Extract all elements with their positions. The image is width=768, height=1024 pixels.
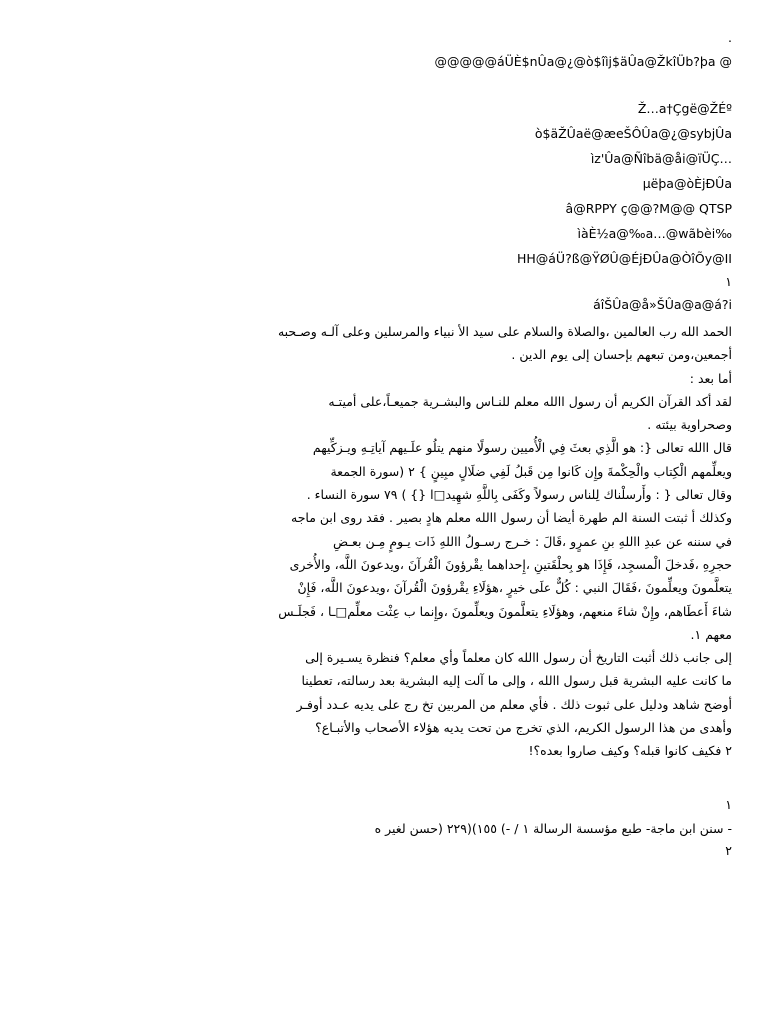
header-line-8: HH@áÜ?ß@ŸØÛ@ÉjÐÛa@ÒîÕy@II <box>516 251 732 266</box>
header-line-2: Ž…a†Çgë@ŽÉº <box>637 101 732 116</box>
body-line: حجرِهِ ،فَدخلَ الْمسجِد، فَإِذَا هو بِحلْقَتينِ ،إِحداهما يقْرؤونَ الْقُرآنَ ،ويدعونَ اللَّه، والأُخرى <box>289 556 732 572</box>
body-line: وقال تعالى { : وأَرسلْناك لِلناس رسولاً وكَفَى بِاللَّهِ شهِيد□ا {} ) ٧٩ سورة النساء . <box>306 487 732 503</box>
header-line-5: µëþa@òÈjÐÛa <box>642 176 732 191</box>
body-line: أوضح شاهد ودليل على ثبوت ذلك . فأي معلم من المربين تخ رج على يديه عـدد أوفـر <box>296 696 732 712</box>
header-line-7: ìàÈ½a@‰a…@wãbèi‰ <box>577 226 732 241</box>
body-text <box>220 320 732 763</box>
header-line-4: ìz'Ûa@Ñîbä@åi@ïÜÇ… <box>590 151 732 166</box>
top-mark: . <box>728 30 732 45</box>
body-line: معهم ١. <box>690 626 732 642</box>
body-line: وكذلك أ ثبتت السنة الم طهرة أيضا أن رسول االله معلم هادٍ بصير . فقد روى ابن ماجه <box>291 510 732 526</box>
header-line-6: â@RPPY ç@@?M@@ QTSP <box>565 201 732 216</box>
body-line: وأهدى من هذا الرسول الكريم، الذي تخرج من تحت يديه هؤلاء الأصحاب والأتبـاع؟ <box>315 720 732 736</box>
body-line: ما كانت عليه البشرية قبل رسول االله ، وإلى ما آلت إليه البشرية بعد رسالته، تعطينا <box>301 673 732 689</box>
body-line: في سننه عن عبدِ االلهِ بنِ عمرٍو ،قَالَ : خـرج رسـولُ االلهِ ذَات يـومٍ مِـن بعـضِ <box>333 533 732 549</box>
body-line: قال االله تعالى {: هو الَّذِي بعثَ فِي الْأُميين رسولًا منهم يتلُو علَـيهم آياتِـهِ ويـزكِّيهم <box>312 440 732 456</box>
body-line: وصحراوية بيئته . <box>647 417 732 433</box>
body-line: لقد أكد القرآن الكريم أن رسول االله معلم للنـاس والبشـرية جميعـاً،على أميتـه <box>328 393 732 409</box>
section-heading: áîŠÛa@å»ŠÛa@a@á?i <box>593 297 732 312</box>
body-line: ٢ فكيف كانوا قبله؟ وكيف صاروا بعده؟! <box>528 743 732 759</box>
footnote-marker-2: ٢ <box>725 843 732 858</box>
footnote-text: - سنن ابن ماجة- طبع مؤسسة الرسالة ١ / -) ١٥٥)(٢٢٩ (حسن لغير ه <box>374 821 732 836</box>
body-line: أما بعد : <box>689 370 732 386</box>
header-line-3: ò$äŽÛaë@æeŠÔÛa@¿@sybjÛa <box>534 126 732 141</box>
body-line: ويعلِّمهم الْكِتاب والْحِكْمةَ وإِن كَانوا مِن قَبلُ لَفِي ضلَالٍ مبِينٍ } ٢ (سورة الجمعة <box>330 463 732 479</box>
body-line: شاءَ أَعطَاهم، وإِنْ شاءَ منعهم، وهؤلَاءِ يتعلَّمونَ ويعلِّمونَ ،وإِنما ب عِثْت معلِّم□ـا ، فَجلَـس <box>278 603 732 619</box>
body-line: إلى جانب ذلك أثبت التاريخ أن رسول االله كان معلماً وأي معلم؟ فنظرة يسـيرة إلى <box>305 650 732 666</box>
page-number: ١ <box>725 274 732 289</box>
body-line: أجمعين،ومن تبعهم بإحسان إلى يوم الدين . <box>511 347 732 363</box>
body-line: يتعلَّمونَ ويعلِّمونَ ،فَقَالَ النبي : كُلٌّ علَى خيرٍ ،هؤلَاءِ يقْرؤونَ الْقُرآنَ ،ويدعونَ اللَّه، فَإِنْ <box>297 580 732 596</box>
body-line: الحمد الله رب العالمين ،والصلاة والسلام على سيد الأ نبياء والمرسلين وعلى آلـه وصـحبه <box>277 324 732 339</box>
book-title-line: @@@@@áÜÈ$nÛa@¿@ò$îìj$äÛa@ŽkîÜb?þa @ <box>434 54 732 69</box>
footnote-marker-1: ١ <box>725 797 732 812</box>
